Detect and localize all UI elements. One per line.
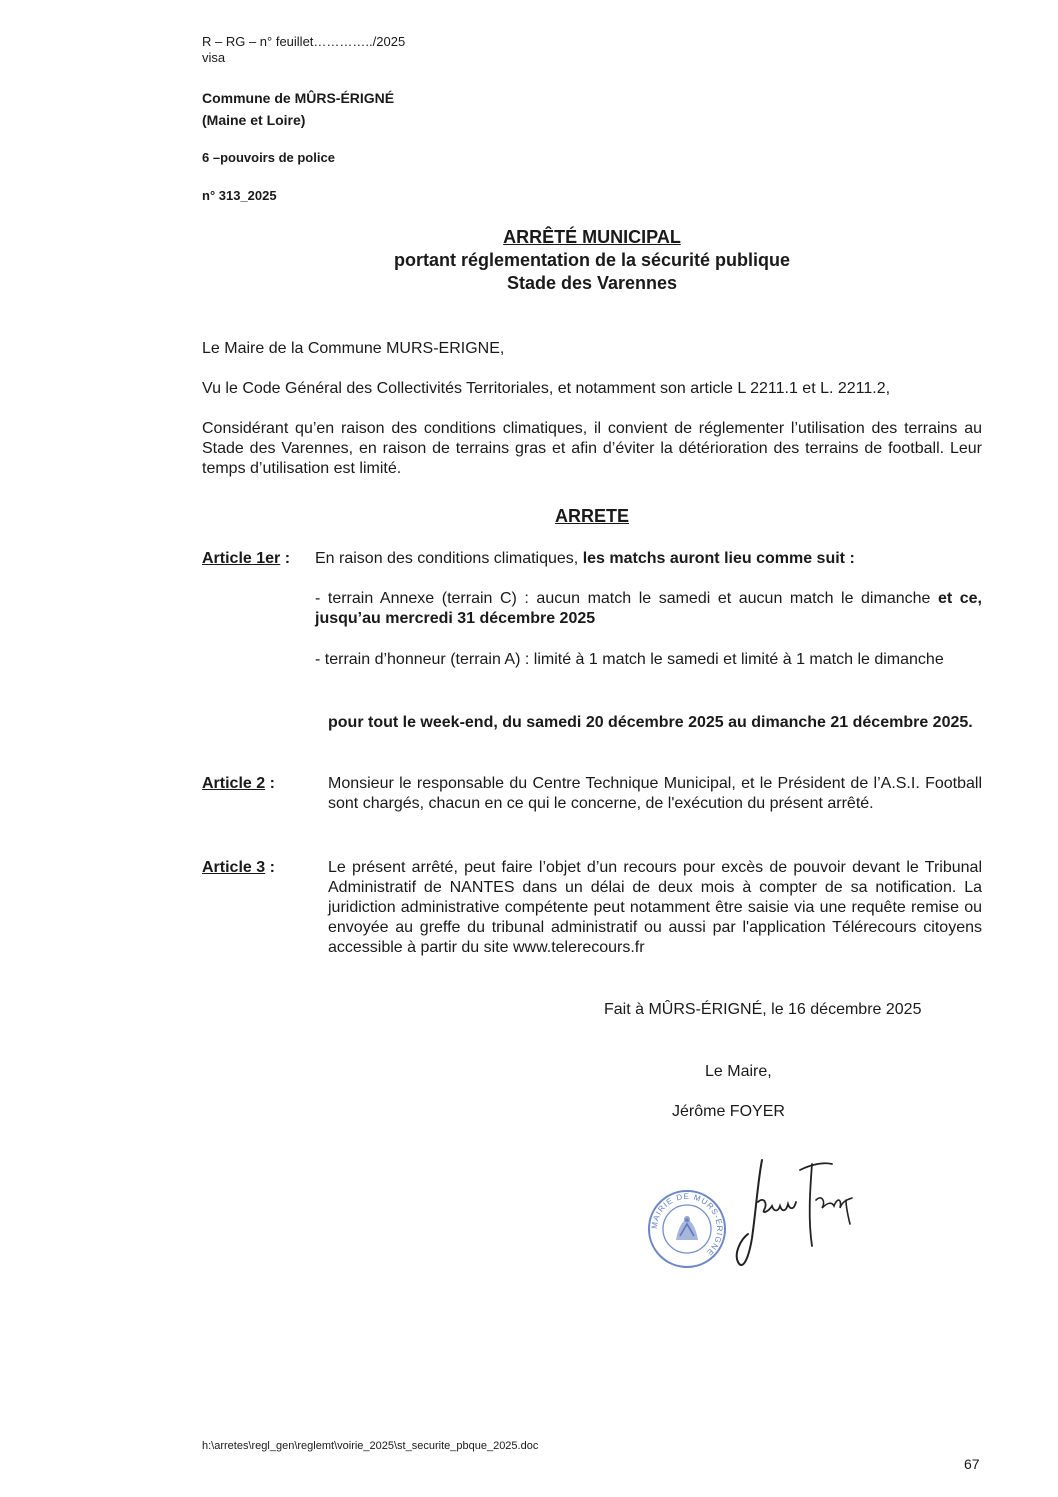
title-subtitle-1: portant réglementation de la sécurité publique [393, 250, 791, 270]
sheet-reference: R – RG – n° feuillet…………../2025 [202, 34, 406, 49]
article-1-item-annexe-text: - terrain Annexe (terrain C) : aucun match le samedi et aucun match le dimanche [315, 590, 938, 607]
category-label: 6 –pouvoirs de police [202, 150, 335, 165]
handwritten-signature [728, 1150, 868, 1275]
seal-text: MAIRIE DE MURS-ERIGNE [649, 1191, 725, 1258]
article-3-label-text: Article 3 [202, 859, 266, 876]
article-1-label [202, 549, 290, 569]
article-1-intro-emphasis: les matchs auront lieu comme suit : [582, 550, 855, 567]
file-path: h:\arretes\regl_gen\reglemt\voirie_2025\st_securite_pbque_2025.doc [202, 1440, 539, 1452]
article-1-label-colon: : [280, 550, 291, 567]
article-1-weekend: pour tout le week-end, du samedi 20 décembre 2025 au dimanche 21 décembre 2025. [328, 714, 973, 731]
article-1-intro-text: En raison des conditions climatiques, [315, 550, 583, 567]
seal-graphic [646, 1188, 728, 1270]
signature-role: Le Maire, [705, 1063, 772, 1080]
mairie-seal [646, 1188, 728, 1270]
decision-heading [202, 504, 982, 528]
article-1-item-annexe-emphasis: et ce, jusqu’au mercredi 31 décembre 2025 [315, 590, 982, 627]
article-1-item-annexe [315, 589, 982, 629]
article-1-label-text: Article 1er [202, 550, 281, 567]
preamble-legal-basis: Vu le Code Général des Collectivités Territoriales, et notamment son article L 2211.1 et L. 2211.2, [202, 380, 891, 397]
article-1-item-honneur: - terrain d’honneur (terrain A) : limité à 1 match le samedi et limité à 1 match le dimanche [315, 651, 944, 668]
signature-stroke [728, 1150, 868, 1275]
signature-name: Jérôme FOYER [672, 1103, 785, 1120]
article-2-text: Monsieur le responsable du Centre Technique Municipal, et le Président de l’A.S.I. Football sont chargés, chacun en ce qui le concerne, de l'exécution du présent arrêté. [328, 775, 982, 812]
preamble-mayor: Le Maire de la Commune MURS-ERIGNE, [202, 340, 505, 357]
title-subtitle-2: Stade des Varennes [506, 273, 678, 293]
article-2-label-text: Article 2 [202, 775, 266, 792]
title-main: ARRÊTÉ MUNICIPAL [503, 227, 681, 247]
document-title [202, 225, 982, 249]
article-3-label-colon: : [265, 859, 275, 876]
preamble-considering: Considérant qu’en raison des conditions climatiques, il convient de réglementer l’utilisation des terrains au Stade des Varennes, en raison de terrains gras et afin d’éviter la détérioration des terrains de football. Leur temps d’utilisation est limité. [202, 420, 982, 477]
article-1-intro [315, 549, 982, 569]
department-name: (Maine et Loire) [202, 112, 306, 128]
article-3-text: Le présent arrêté, peut faire l’objet d’un recours pour excès de pouvoir devant le Tribunal Administratif de NANTES dans un délai de deux mois à compter de sa notification. La juridiction administrative compétente peut notamment être saisie via une requête remise ou envoyée au greffe du tribunal administratif ou aussi par l'application Télérecours citoyens accessible à partir du site www.telerecours.fr [328, 859, 982, 956]
article-2-label-colon: : [265, 775, 275, 792]
visa-label: visa [202, 50, 226, 65]
decree-number: n° 313_2025 [202, 188, 277, 203]
commune-name: Commune de MÛRS-ÉRIGNÉ [202, 90, 395, 106]
signature-place-date: Fait à MÛRS-ÉRIGNÉ, le 16 décembre 2025 [604, 1001, 922, 1018]
article-2-label [202, 774, 275, 794]
decision-heading-text: ARRETE [554, 506, 629, 526]
article-3-label [202, 858, 275, 878]
page-number: 67 [964, 1456, 980, 1472]
